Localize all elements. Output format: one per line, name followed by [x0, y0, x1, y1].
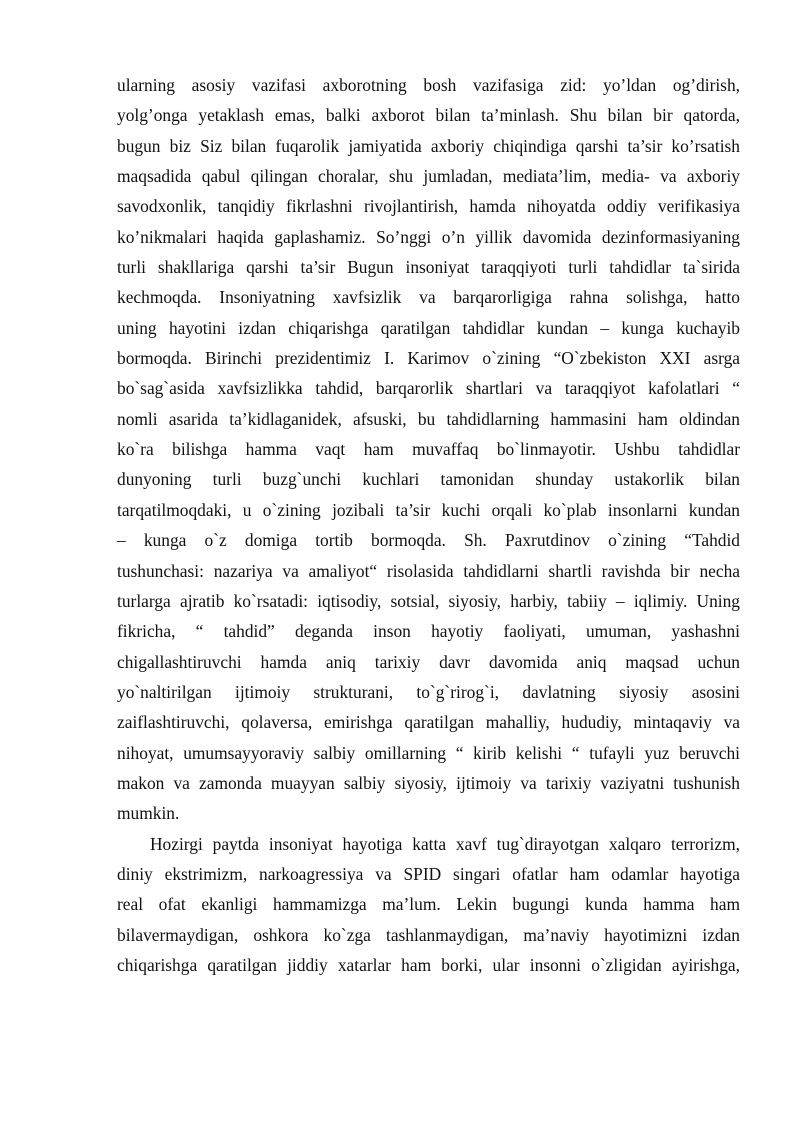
text-line: chiqarishga qaratilgan jiddiy xatarlar ham borki, ular insonni o`zligidan ayirishga, — [117, 954, 740, 975]
text-line: – kunga o`z domiga tortib bormoqda. Sh. Paxrutdinov o`zining “Tahdid — [117, 530, 740, 551]
text-line: maqsadida qabul qilingan choralar, shu jumladan, mediata’lim, media- va axboriy — [117, 166, 740, 187]
text-line: Hozirgi paytda insoniyat hayotiga katta xavf tug`dirayotgan xalqaro terrorizm, — [150, 833, 740, 854]
text-line: savodxonlik, tanqidiy fikrlashni rivojlantirish, hamda nihoyatda oddiy verifikasiya — [117, 196, 740, 217]
text-line: ko’nikmalari haqida gaplashamiz. So’nggi o’n yillik davomida dezinformasiyaning — [117, 226, 740, 247]
text-line: makon va zamonda muayyan salbiy siyosiy, ijtimoiy va tarixiy vaziyatni tushunish — [117, 772, 740, 793]
text-line: diniy ekstrimizm, narkoagressiya va SPID singari ofatlar ham odamlar hayotiga — [117, 863, 740, 884]
text-line: turli shakllariga qarshi ta’sir Bugun insoniyat taraqqiyoti turli tahdidlar ta`sirida — [117, 257, 740, 278]
text-line: turlarga ajratib ko`rsatadi: iqtisodiy, sotsial, siyosiy, harbiy, tabiiy – iqlimiy. Uning — [117, 590, 740, 611]
text-line: dunyoning turli buzg`unchi kuchlari tamonidan shunday ustakorlik bilan — [117, 469, 740, 490]
paragraph-2 — [117, 829, 740, 981]
text-line: tarqatilmoqdaki, u o`zining jozibali ta’sir kuchi orqali ko`plab insonlarni kundan — [117, 499, 740, 520]
text-line: ularning asosiy vazifasi axborotning bosh vazifasiga zid: yo’ldan og’dirish, — [117, 75, 740, 95]
text-line: bugun biz Siz bilan fuqarolik jamiyatida axboriy chiqindiga qarshi ta’sir ko’rsatish — [117, 135, 740, 156]
text-line: bormoqda. Birinchi prezidentimiz I. Karimov o`zining “O`zbekiston XXI asrga — [117, 348, 740, 369]
paragraph-1 — [117, 70, 740, 829]
text-line: mumkin. — [117, 803, 180, 824]
text-line: bo`sag`asida xavfsizlikka tahdid, barqarorlik shartlari va taraqqiyot kafolatlari “ — [117, 378, 740, 399]
text-line: nihoyat, umumsayyoraviy salbiy omillarning “ kirib kelishi “ tufayli yuz beruvchi — [117, 742, 740, 763]
text-line: chigallashtiruvchi hamda aniq tarixiy davr davomida aniq maqsad uchun — [117, 651, 740, 672]
text-line: kechmoqda. Insoniyatning xavfsizlik va barqarorligiga rahna solishga, hatto — [117, 287, 740, 308]
text-line: fikricha, “ tahdid” deganda inson hayotiy faoliyati, umuman, yashashni — [117, 621, 740, 642]
text-line: nomli asarida ta’kidlaganidek, afsuski, bu tahdidlarning hammasini ham oldindan — [117, 408, 740, 429]
text-line: yo`naltirilgan ijtimoiy strukturani, to`g`rirog`i, davlatning siyosiy asosini — [117, 681, 740, 702]
document-page — [117, 70, 740, 980]
text-line: yolg’onga yetaklash emas, balki axborot bilan ta’minlash. Shu bilan bir qatorda, — [117, 105, 740, 126]
text-line: bilavermaydigan, oshkora ko`zga tashlanmaydigan, ma’naviy hayotimizni izdan — [117, 924, 740, 945]
text-line: real ofat ekanligi hammamizga ma’lum. Lekin bugungi kunda hamma ham — [117, 894, 740, 915]
text-line: uning hayotini izdan chiqarishga qaratilgan tahdidlar kundan – kunga kuchayib — [117, 317, 740, 338]
text-line: tushunchasi: nazariya va amaliyot“ risolasida tahdidlarni shartli ravishda bir necha — [117, 560, 740, 581]
text-line: zaiflashtiruvchi, qolaversa, emirishga qaratilgan mahalliy, hududiy, mintaqaviy va — [117, 712, 740, 733]
text-line: ko`ra bilishga hamma vaqt ham muvaffaq bo`linmayotir. Ushbu tahdidlar — [117, 439, 740, 460]
